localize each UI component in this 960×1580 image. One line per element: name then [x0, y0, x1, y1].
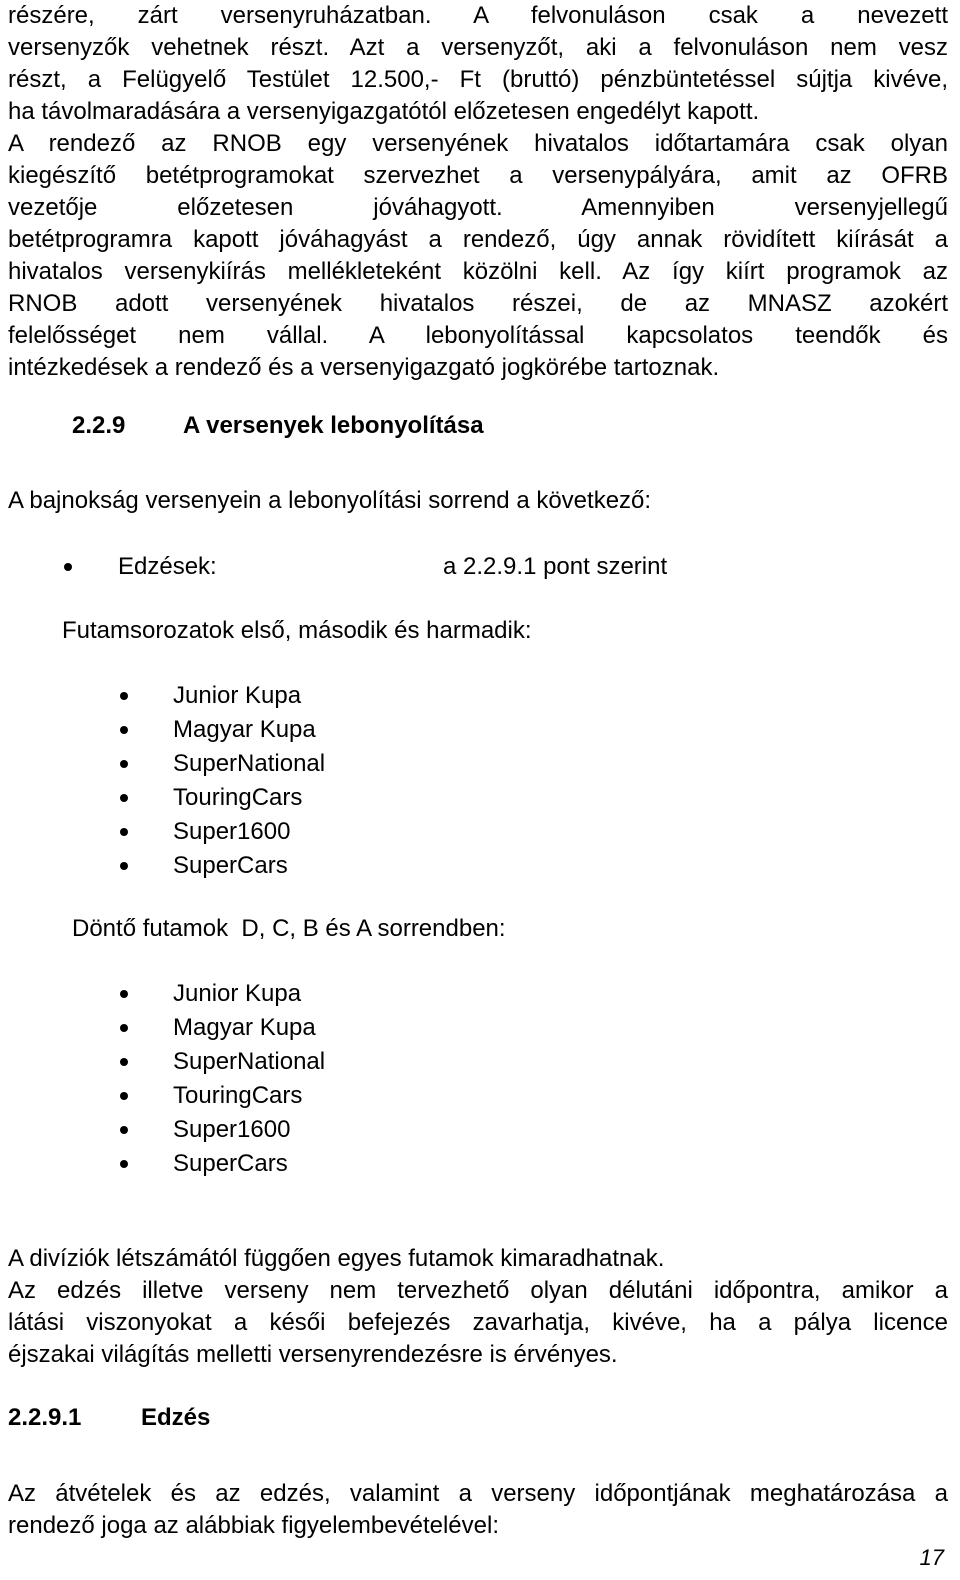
list-item: Junior Kupa	[173, 980, 302, 1007]
bullet-icon	[120, 692, 128, 700]
text-line: felelősséget nem vállal. A lebonyolítással kapcsolatos teendők és	[8, 322, 948, 349]
text-line: RNOB adott versenyének hivatalos részei, de az MNASZ azokért	[8, 290, 948, 317]
bullet-icon	[120, 760, 128, 768]
text-line: A rendező az RNOB egy versenyének hivatalos időtartamára csak olyan	[8, 130, 948, 157]
paragraph-award-parade	[8, 0, 948, 384]
text-line: látási viszonyokat a késői befejezés zavarhatja, kivéve, ha a pálya licence	[8, 1309, 948, 1336]
list-item: Super1600	[173, 818, 291, 845]
bullet-icon	[120, 1160, 128, 1168]
text-line: éjszakai világítás melletti versenyrendezésre is érvényes.	[8, 1341, 618, 1368]
list-item: SuperCars	[173, 1150, 288, 1177]
training-label: Edzések:	[118, 553, 217, 580]
text-line: Az átvételek és az edzés, valamint a verseny időpontjának meghatározása a	[8, 1480, 948, 1507]
text-line: részére, zárt versenyruházatban. A felvonuláson csak a nevezett	[8, 2, 948, 29]
text-line: betétprogramra kapott jóváhagyást a rendező, úgy annak rövidített kiírását a	[8, 226, 948, 253]
bullet-icon	[120, 828, 128, 836]
page-number: 17	[919, 1545, 944, 1570]
text-line: Az edzés illetve verseny nem tervezhető olyan délutáni időpontra, amikor a	[8, 1277, 948, 1304]
subsection-number: 2.2.9.1	[8, 1404, 82, 1431]
list-item: TouringCars	[173, 784, 303, 811]
bullet-icon	[64, 563, 72, 571]
text-line: hivatalos versenykiírás mellékleteként közölni kell. Az így kiírt programok az	[8, 258, 948, 285]
intro-text: A bajnokság versenyein a lebonyolítási sorrend a következő:	[8, 487, 652, 514]
list-item: Magyar Kupa	[173, 1014, 316, 1041]
bullet-icon	[120, 1058, 128, 1066]
text-line: intézkedések a rendező és a versenyigazgató jogkörébe tartoznak.	[8, 354, 720, 381]
bullet-icon	[120, 1126, 128, 1134]
text-line: részt, a Felügyelő Testület 12.500,- Ft (bruttó) pénzbüntetéssel sújtja kivéve,	[8, 66, 948, 93]
list-item: Magyar Kupa	[173, 716, 316, 743]
bullet-icon	[120, 862, 128, 870]
bullet-icon	[120, 794, 128, 802]
section-number: 2.2.9	[72, 412, 126, 439]
section-title: A versenyek lebonyolítása	[183, 412, 484, 439]
list-item: SuperCars	[173, 852, 288, 879]
bullet-icon	[120, 1092, 128, 1100]
training-value: a 2.2.9.1 pont szerint	[443, 553, 668, 580]
list-item: TouringCars	[173, 1082, 303, 1109]
text-line: rendező joga az alábbiak figyelembevételével:	[8, 1512, 499, 1539]
list-item: SuperNational	[173, 1048, 326, 1075]
text-line: kiegészítő betétprogramokat szervezhet a versenypályára, amit az OFRB	[8, 162, 948, 189]
list-item: Super1600	[173, 1116, 291, 1143]
list-item: Junior Kupa	[173, 682, 302, 709]
paragraph-evening-restriction	[8, 1243, 948, 1371]
heats-heading: Futamsorozatok első, második és harmadik:	[62, 617, 532, 644]
finals-heading: Döntő futamok D, C, B és A sorrendben:	[72, 915, 506, 942]
list-item: SuperNational	[173, 750, 326, 777]
text-line: vezetője előzetesen jóváhagyott. Amennyiben versenyjellegű	[8, 194, 948, 221]
bullet-icon	[120, 726, 128, 734]
paragraph-training-schedule	[8, 1478, 948, 1542]
text-line: ha távolmaradására a versenyigazgatótól előzetesen engedélyt kapott.	[8, 98, 760, 125]
bullet-icon	[120, 990, 128, 998]
text-line: versenyzők vehetnek részt. Azt a versenyzőt, aki a felvonuláson nem vesz	[8, 34, 948, 61]
text-line: A divíziók létszámától függően egyes futamok kimaradhatnak.	[8, 1245, 665, 1272]
subsection-title: Edzés	[141, 1404, 211, 1431]
bullet-icon	[120, 1024, 128, 1032]
